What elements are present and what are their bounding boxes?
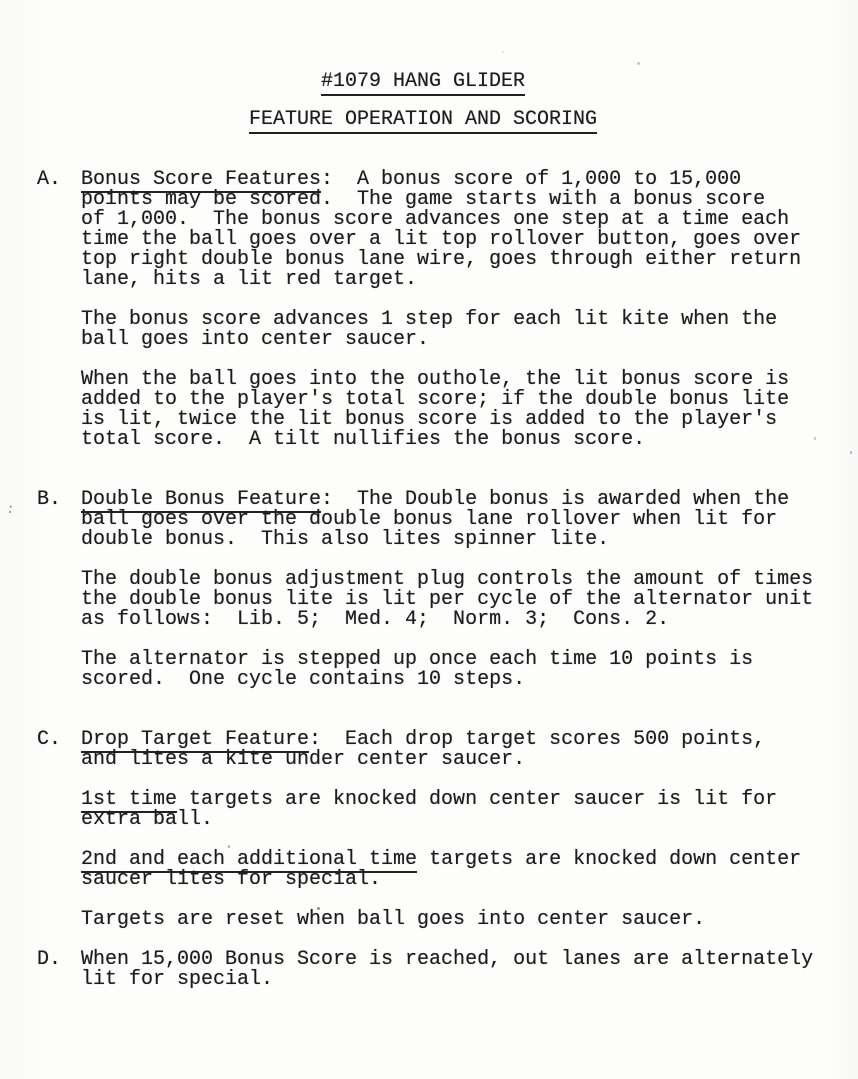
section-label: B.	[37, 488, 62, 511]
text-line: Targets are reset when ball goes into center saucer.	[81, 908, 706, 931]
section-label: A.	[37, 168, 62, 191]
paragraph	[81, 170, 858, 290]
text-line	[81, 170, 858, 190]
scan-artifact-mark: :	[4, 501, 16, 519]
text-line	[81, 490, 858, 510]
section-body	[81, 490, 858, 710]
subtitle-row	[0, 110, 846, 130]
paragraph	[81, 850, 858, 890]
paragraph	[81, 490, 858, 550]
emphasis-underline: 1st time	[81, 788, 178, 811]
text-run: targets are knocked down center	[417, 848, 802, 871]
text-line: of 1,000. The bonus score advances one step at a time each	[81, 208, 790, 231]
section-body	[81, 170, 858, 470]
paragraph	[81, 650, 858, 690]
paragraph	[81, 310, 858, 350]
text-line	[81, 790, 858, 810]
paragraph	[81, 790, 858, 830]
text-run: : The Double bonus is awarded when the	[321, 488, 790, 511]
scan-speck	[317, 907, 320, 910]
text-line	[81, 850, 858, 870]
section-bonus-score	[37, 170, 858, 470]
scan-speck	[637, 62, 640, 65]
text-line: saucer lites for special.	[81, 868, 382, 891]
section-double-bonus	[37, 490, 858, 710]
page-title-line	[0, 72, 846, 92]
page-title: #1079 HANG GLIDER	[321, 70, 525, 96]
section-label: C.	[37, 728, 62, 751]
scan-speck	[228, 845, 230, 848]
section-body	[81, 950, 858, 1010]
section-heading: Double Bonus Feature	[81, 488, 322, 511]
scan-speck	[814, 437, 816, 440]
text-line: scored. One cycle contains 10 steps.	[81, 668, 526, 691]
scan-speck	[850, 451, 852, 454]
page-subtitle-line	[0, 110, 846, 130]
title-row	[0, 72, 846, 92]
text-line: double bonus. This also lites spinner lite.	[81, 528, 610, 551]
text-line: time the ball goes over a lit top rollover button, goes over	[81, 228, 802, 251]
text-line: ball goes into center saucer.	[81, 328, 430, 351]
section-drop-target	[37, 730, 858, 950]
text-line: as follows: Lib. 5; Med. 4; Norm. 3; Cons. 2.	[81, 608, 670, 631]
text-line: lit for special.	[81, 968, 274, 991]
paragraph	[81, 910, 858, 930]
document-body	[37, 170, 858, 1010]
text-line: When 15,000 Bonus Score is reached, out lanes are alternately	[81, 948, 814, 971]
scan-speck	[502, 51, 504, 53]
text-line: The alternator is stepped up once each time 10 points is	[81, 648, 754, 671]
text-line: extra ball.	[81, 808, 214, 831]
text-line: lane, hits a lit red target.	[81, 268, 418, 291]
text-line: points may be scored. The game starts with a bonus score	[81, 188, 766, 211]
section-label: D.	[37, 948, 62, 971]
text-run: targets are knocked down center saucer is lit for	[177, 788, 778, 811]
text-line: the double bonus lite is lit per cycle of the alternator unit	[81, 588, 814, 611]
paragraph	[81, 730, 858, 770]
text-line: added to the player's total score; if the double bonus lite	[81, 388, 790, 411]
text-line: ball goes over the double bonus lane rollover when lit for	[81, 508, 778, 531]
text-run: : Each drop target scores 500 points,	[309, 728, 766, 751]
text-line: The double bonus adjustment plug controls the amount of times	[81, 568, 814, 591]
section-body	[81, 730, 858, 950]
text-run: : A bonus score of 1,000 to 15,000	[321, 168, 742, 191]
text-line: When the ball goes into the outhole, the lit bonus score is	[81, 368, 790, 391]
text-line: is lit, twice the lit bonus score is added to the player's	[81, 408, 778, 431]
section-outlane-special	[37, 950, 858, 1010]
emphasis-underline: 2nd and each additional time	[81, 848, 418, 871]
section-heading: Drop Target Feature	[81, 728, 310, 751]
text-line: total score. A tilt nullifies the bonus score.	[81, 428, 646, 451]
text-line	[81, 730, 858, 750]
page-subtitle: FEATURE OPERATION AND SCORING	[249, 108, 597, 134]
paragraph	[81, 370, 858, 450]
text-line: The bonus score advances 1 step for each lit kite when the	[81, 308, 778, 331]
paragraph	[81, 570, 858, 630]
text-line: top right double bonus lane wire, goes through either return	[81, 248, 802, 271]
section-heading: Bonus Score Features	[81, 168, 322, 191]
paragraph	[81, 950, 858, 990]
text-line: and lites a kite under center saucer.	[81, 748, 526, 771]
